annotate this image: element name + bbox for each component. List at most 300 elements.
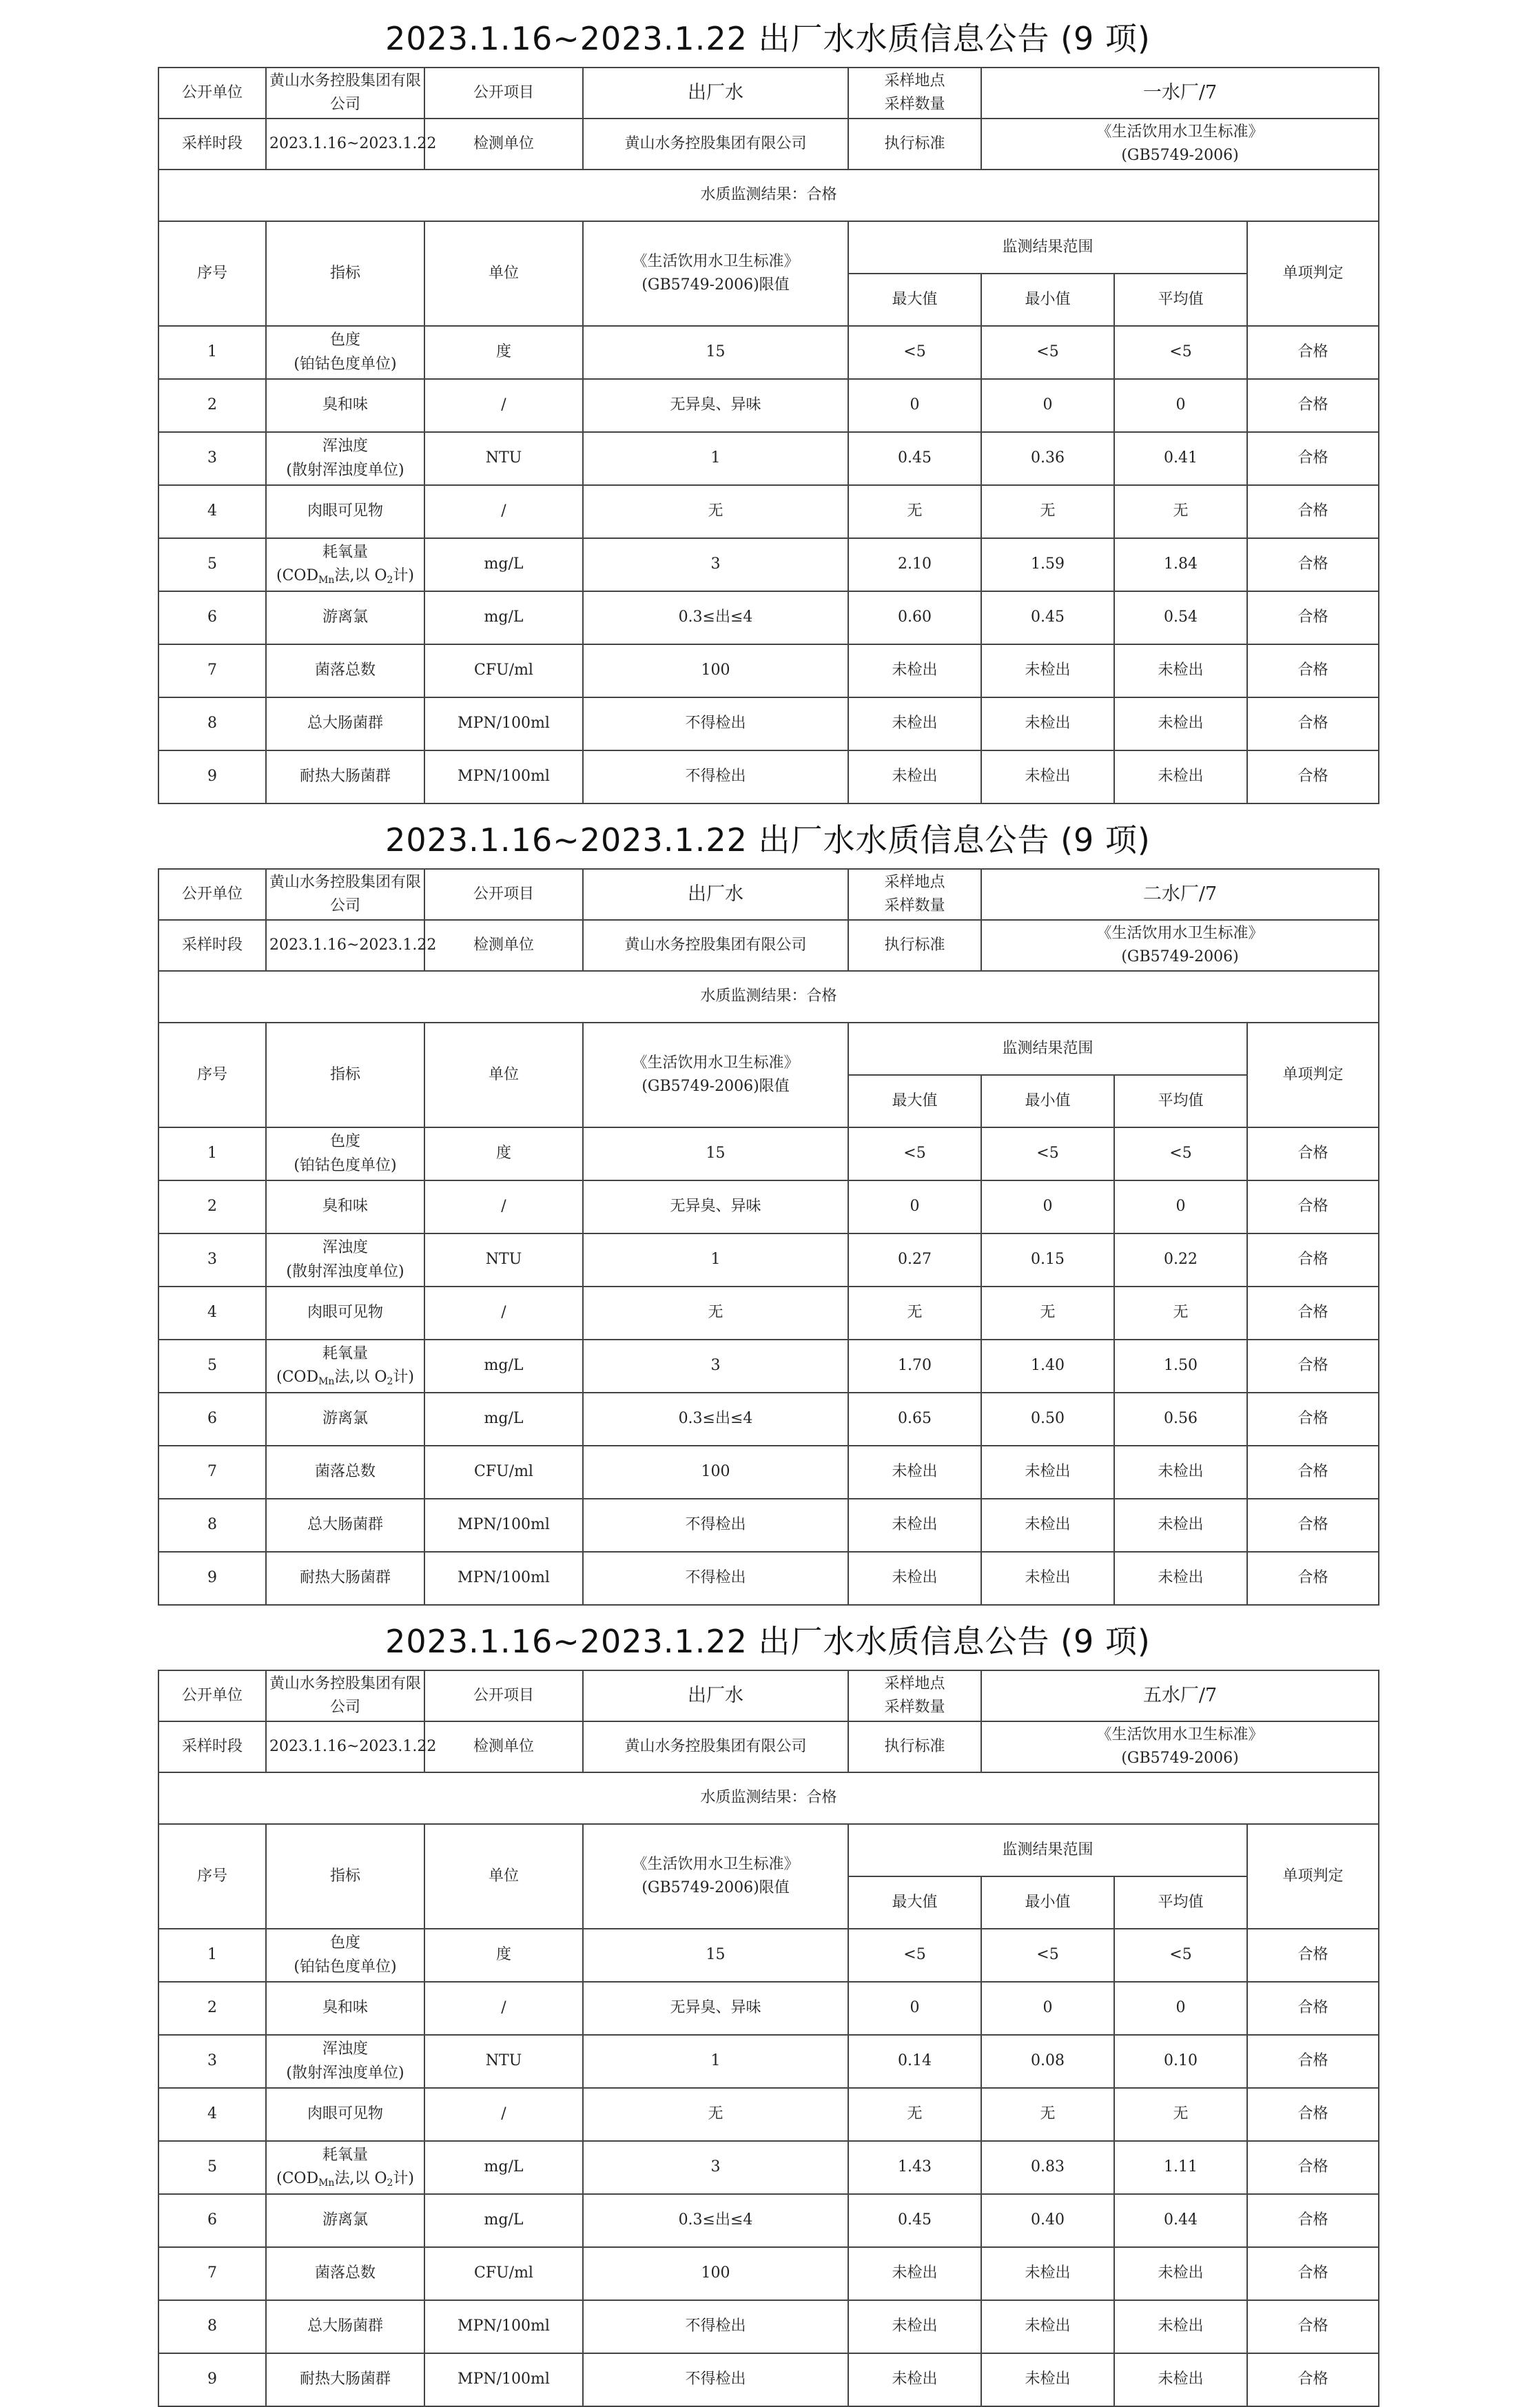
min-cell: 0.08 xyxy=(981,2035,1114,2088)
min-cell: <5 xyxy=(981,1929,1114,1982)
indicator-sublabel xyxy=(269,564,421,588)
publisher-value: 黄山水务控股集团有限公司 xyxy=(266,68,424,119)
unit-cell: MPN/100ml xyxy=(424,2353,583,2406)
period-label: 采样时段 xyxy=(158,119,266,170)
limit-cell: 0.3≤出≤4 xyxy=(583,1393,848,1446)
limit-cell: 0.3≤出≤4 xyxy=(583,591,848,644)
indicator-name xyxy=(266,485,424,538)
limit-cell: 15 xyxy=(583,1127,848,1180)
publisher-value: 黄山水务控股集团有限公司 xyxy=(266,1670,424,1721)
indicator-name xyxy=(266,697,424,750)
indicator-label: 总大肠菌群 xyxy=(307,715,383,733)
info-row xyxy=(158,920,1379,971)
max-cell: 未检出 xyxy=(848,2353,981,2406)
table-row xyxy=(158,326,1379,379)
report-section xyxy=(158,812,1378,1606)
report-title: 2023.1.16~2023.1.22 出厂水水质信息公告 (9 项) xyxy=(385,1623,1151,1660)
subscript: 2 xyxy=(387,2178,393,2189)
min-cell: 1.40 xyxy=(981,1340,1114,1393)
judgement-cell: 合格 xyxy=(1247,538,1379,591)
table-row xyxy=(158,379,1379,432)
limit-header: 《生活饮用水卫生标准》 (GB5749-2006)限值 xyxy=(583,221,848,326)
indicator-label: 游离氯 xyxy=(322,608,368,626)
avg-cell: 0 xyxy=(1114,1982,1247,2035)
unit-cell: mg/L xyxy=(424,538,583,591)
indicator-label: 总大肠菌群 xyxy=(307,2317,383,2335)
max-cell: <5 xyxy=(848,1929,981,1982)
limit-cell: 不得检出 xyxy=(583,1552,848,1605)
indicator-name xyxy=(266,644,424,697)
avg-cell: 0.22 xyxy=(1114,1233,1247,1287)
max-header: 最大值 xyxy=(848,1876,981,1929)
max-cell: 0 xyxy=(848,1180,981,1233)
limit-cell: 无 xyxy=(583,485,848,538)
indicator-name xyxy=(266,326,424,379)
min-cell: <5 xyxy=(981,326,1114,379)
table-row xyxy=(158,1929,1379,1982)
indicator-name xyxy=(266,2088,424,2141)
location-value: 一水厂/7 xyxy=(981,68,1379,119)
max-cell: 未检出 xyxy=(848,2247,981,2300)
judgement-cell: 合格 xyxy=(1247,1552,1379,1605)
avg-header: 平均值 xyxy=(1114,274,1247,326)
min-cell: <5 xyxy=(981,1127,1114,1180)
indicator-name xyxy=(266,1982,424,2035)
range-header: 监测结果范围 xyxy=(848,1023,1247,1075)
limit-cell: 1 xyxy=(583,1233,848,1287)
limit-cell: 不得检出 xyxy=(583,1499,848,1552)
judgement-cell: 合格 xyxy=(1247,2194,1379,2247)
indicator-sublabel: (散射浑浊度单位) xyxy=(286,1262,404,1280)
unit-cell: CFU/ml xyxy=(424,1446,583,1499)
min-cell: 0.15 xyxy=(981,1233,1114,1287)
table-row xyxy=(158,485,1379,538)
min-cell: 无 xyxy=(981,2088,1114,2141)
indicator-label: 耐热大肠菌群 xyxy=(299,2370,391,2388)
max-cell: 2.10 xyxy=(848,538,981,591)
max-cell: 0 xyxy=(848,379,981,432)
unit-cell: mg/L xyxy=(424,2141,583,2194)
unit-cell: / xyxy=(424,1287,583,1340)
table-row xyxy=(158,2088,1379,2141)
judgement-cell: 合格 xyxy=(1247,485,1379,538)
min-cell: 0.50 xyxy=(981,1393,1114,1446)
item-value: 出厂水 xyxy=(583,869,848,920)
location-count-label: 采样地点 采样数量 xyxy=(848,68,981,119)
table-row xyxy=(158,538,1379,591)
sublabel-part: (COD xyxy=(276,1369,319,1386)
row-number: 6 xyxy=(158,1393,266,1446)
judgement-cell: 合格 xyxy=(1247,2353,1379,2406)
unit-cell: / xyxy=(424,379,583,432)
summary-text: 水质监测结果：合格 xyxy=(158,971,1379,1023)
indicator-name xyxy=(266,538,424,591)
lab-value: 黄山水务控股集团有限公司 xyxy=(583,119,848,170)
indicator-sublabel xyxy=(269,1366,421,1390)
table-row xyxy=(158,1233,1379,1287)
min-cell: 无 xyxy=(981,485,1114,538)
row-number: 9 xyxy=(158,1552,266,1605)
location-count-label: 采样地点 采样数量 xyxy=(848,1670,981,1721)
avg-cell: 0.44 xyxy=(1114,2194,1247,2247)
table-row xyxy=(158,2353,1379,2406)
row-number: 2 xyxy=(158,379,266,432)
row-number: 4 xyxy=(158,2088,266,2141)
unit-cell: 度 xyxy=(424,1929,583,1982)
judgement-cell: 合格 xyxy=(1247,1233,1379,1287)
min-cell: 0 xyxy=(981,1982,1114,2035)
info-row xyxy=(158,68,1379,119)
table-row xyxy=(158,644,1379,697)
avg-cell: 0.56 xyxy=(1114,1393,1247,1446)
subscript: Mn xyxy=(318,575,335,586)
unit-cell: 度 xyxy=(424,326,583,379)
seq-header: 序号 xyxy=(158,1023,266,1127)
judgement-cell: 合格 xyxy=(1247,1446,1379,1499)
max-cell: 未检出 xyxy=(848,644,981,697)
min-header: 最小值 xyxy=(981,274,1114,326)
unit-header: 单位 xyxy=(424,221,583,326)
max-cell: 1.70 xyxy=(848,1340,981,1393)
standard-value: 《生活饮用水卫生标准》 (GB5749-2006) xyxy=(981,119,1379,170)
period-label: 采样时段 xyxy=(158,1721,266,1772)
info-row xyxy=(158,869,1379,920)
info-row xyxy=(158,1670,1379,1721)
indicator-name xyxy=(266,750,424,803)
limit-cell: 3 xyxy=(583,538,848,591)
indicator-name xyxy=(266,1233,424,1287)
indicator-sublabel: (铂钴色度单位) xyxy=(294,1156,397,1174)
lab-value: 黄山水务控股集团有限公司 xyxy=(583,920,848,971)
judgement-cell: 合格 xyxy=(1247,1340,1379,1393)
limit-cell: 无异臭、异味 xyxy=(583,379,848,432)
row-number: 7 xyxy=(158,2247,266,2300)
publisher-label: 公开单位 xyxy=(158,1670,266,1721)
row-number: 2 xyxy=(158,1982,266,2035)
judgement-cell: 合格 xyxy=(1247,1287,1379,1340)
location-count-label: 采样地点 采样数量 xyxy=(848,869,981,920)
column-header-row xyxy=(158,221,1379,274)
indicator-name xyxy=(266,2353,424,2406)
limit-cell: 100 xyxy=(583,1446,848,1499)
indicator-label: 游离氯 xyxy=(322,2211,368,2229)
period-value: 2023.1.16~2023.1.22 xyxy=(266,1721,424,1772)
judgement-cell: 合格 xyxy=(1247,432,1379,485)
unit-header: 单位 xyxy=(424,1824,583,1929)
unit-cell: NTU xyxy=(424,432,583,485)
table-row xyxy=(158,1393,1379,1446)
table-row xyxy=(158,1446,1379,1499)
report-section xyxy=(158,10,1378,804)
avg-cell: 未检出 xyxy=(1114,2300,1247,2353)
unit-cell: / xyxy=(424,1982,583,2035)
indicator-sublabel: (散射浑浊度单位) xyxy=(286,2064,404,2082)
standard-value: 《生活饮用水卫生标准》 (GB5749-2006) xyxy=(981,1721,1379,1772)
sublabel-part: (COD xyxy=(276,2170,319,2188)
indicator-sublabel: (铂钴色度单位) xyxy=(294,355,397,373)
standard-label: 执行标准 xyxy=(848,119,981,170)
avg-header: 平均值 xyxy=(1114,1075,1247,1127)
unit-cell: 度 xyxy=(424,1127,583,1180)
indicator-name xyxy=(266,1180,424,1233)
min-cell: 无 xyxy=(981,1287,1114,1340)
min-header: 最小值 xyxy=(981,1075,1114,1127)
row-number: 9 xyxy=(158,750,266,803)
indicator-label: 色度 xyxy=(329,1133,360,1151)
min-cell: 未检出 xyxy=(981,1446,1114,1499)
indicator-name xyxy=(266,1393,424,1446)
indicator-label: 臭和味 xyxy=(322,396,368,414)
indicator-sublabel: (铂钴色度单位) xyxy=(294,1958,397,1976)
row-number: 8 xyxy=(158,697,266,750)
unit-cell: MPN/100ml xyxy=(424,750,583,803)
min-cell: 未检出 xyxy=(981,2247,1114,2300)
indicator-name xyxy=(266,432,424,485)
max-cell: 未检出 xyxy=(848,750,981,803)
indicator-name xyxy=(266,1340,424,1393)
min-cell: 未检出 xyxy=(981,644,1114,697)
max-cell: 0 xyxy=(848,1982,981,2035)
unit-cell: CFU/ml xyxy=(424,2247,583,2300)
unit-cell: MPN/100ml xyxy=(424,1499,583,1552)
subscript: Mn xyxy=(318,2178,335,2189)
seq-header: 序号 xyxy=(158,1824,266,1929)
row-number: 3 xyxy=(158,432,266,485)
min-cell: 未检出 xyxy=(981,1499,1114,1552)
item-value: 出厂水 xyxy=(583,1670,848,1721)
avg-cell: 未检出 xyxy=(1114,2353,1247,2406)
indicator-name xyxy=(266,591,424,644)
unit-header: 单位 xyxy=(424,1023,583,1127)
avg-cell: 0.54 xyxy=(1114,591,1247,644)
row-number: 4 xyxy=(158,1287,266,1340)
row-number: 1 xyxy=(158,326,266,379)
indicator-label: 菌落总数 xyxy=(314,1463,376,1481)
indicator-label: 总大肠菌群 xyxy=(307,1516,383,1534)
avg-cell: 未检出 xyxy=(1114,750,1247,803)
indicator-header: 指标 xyxy=(266,1824,424,1929)
table-row xyxy=(158,1552,1379,1605)
judgement-cell: 合格 xyxy=(1247,750,1379,803)
max-cell: 未检出 xyxy=(848,1552,981,1605)
subscript: 2 xyxy=(387,575,393,586)
lab-label: 检测单位 xyxy=(424,920,583,971)
report-section xyxy=(158,1613,1378,2407)
unit-cell: NTU xyxy=(424,2035,583,2088)
lab-value: 黄山水务控股集团有限公司 xyxy=(583,1721,848,1772)
indicator-name xyxy=(266,379,424,432)
water-quality-table xyxy=(158,1670,1379,2407)
max-cell: 未检出 xyxy=(848,1499,981,1552)
summary-row xyxy=(158,1772,1379,1824)
row-number: 6 xyxy=(158,2194,266,2247)
min-cell: 未检出 xyxy=(981,697,1114,750)
row-number: 6 xyxy=(158,591,266,644)
summary-text: 水质监测结果：合格 xyxy=(158,1772,1379,1824)
avg-cell: 0 xyxy=(1114,1180,1247,1233)
min-cell: 0.40 xyxy=(981,2194,1114,2247)
row-number: 3 xyxy=(158,1233,266,1287)
indicator-name xyxy=(266,1287,424,1340)
period-value: 2023.1.16~2023.1.22 xyxy=(266,920,424,971)
range-header: 监测结果范围 xyxy=(848,1824,1247,1876)
row-number: 2 xyxy=(158,1180,266,1233)
avg-cell: <5 xyxy=(1114,326,1247,379)
indicator-label: 耗氧量 xyxy=(322,1345,368,1363)
limit-cell: 100 xyxy=(583,2247,848,2300)
min-cell: 0.45 xyxy=(981,591,1114,644)
indicator-name xyxy=(266,2300,424,2353)
summary-row xyxy=(158,170,1379,221)
sublabel-part: 计) xyxy=(393,1369,414,1386)
info-row xyxy=(158,1721,1379,1772)
judgement-cell: 合格 xyxy=(1247,1127,1379,1180)
row-number: 4 xyxy=(158,485,266,538)
min-cell: 未检出 xyxy=(981,2353,1114,2406)
avg-cell: <5 xyxy=(1114,1929,1247,1982)
max-cell: 无 xyxy=(848,485,981,538)
judgement-cell: 合格 xyxy=(1247,1982,1379,2035)
table-row xyxy=(158,1287,1379,1340)
min-header: 最小值 xyxy=(981,1876,1114,1929)
limit-header: 《生活饮用水卫生标准》 (GB5749-2006)限值 xyxy=(583,1824,848,1929)
table-row xyxy=(158,750,1379,803)
indicator-name xyxy=(266,1499,424,1552)
report-title: 2023.1.16~2023.1.22 出厂水水质信息公告 (9 项) xyxy=(385,821,1151,859)
avg-cell: 未检出 xyxy=(1114,2247,1247,2300)
report-title: 2023.1.16~2023.1.22 出厂水水质信息公告 (9 项) xyxy=(385,20,1151,57)
item-label: 公开项目 xyxy=(424,869,583,920)
unit-cell: mg/L xyxy=(424,1340,583,1393)
row-number: 7 xyxy=(158,1446,266,1499)
limit-cell: 无 xyxy=(583,1287,848,1340)
max-cell: 1.43 xyxy=(848,2141,981,2194)
indicator-label: 浑浊度 xyxy=(322,2040,368,2058)
row-number: 1 xyxy=(158,1127,266,1180)
indicator-sublabel: (散射浑浊度单位) xyxy=(286,461,404,479)
max-header: 最大值 xyxy=(848,1075,981,1127)
max-cell: <5 xyxy=(848,1127,981,1180)
limit-cell: 100 xyxy=(583,644,848,697)
table-row xyxy=(158,1180,1379,1233)
indicator-header: 指标 xyxy=(266,221,424,326)
limit-cell: 不得检出 xyxy=(583,750,848,803)
unit-cell: mg/L xyxy=(424,1393,583,1446)
unit-cell: MPN/100ml xyxy=(424,1552,583,1605)
table-row xyxy=(158,2247,1379,2300)
max-cell: 未检出 xyxy=(848,2300,981,2353)
limit-header: 《生活饮用水卫生标准》 (GB5749-2006)限值 xyxy=(583,1023,848,1127)
min-cell: 1.59 xyxy=(981,538,1114,591)
publisher-value: 黄山水务控股集团有限公司 xyxy=(266,869,424,920)
max-cell: 0.27 xyxy=(848,1233,981,1287)
indicator-label: 肉眼可见物 xyxy=(307,502,383,520)
indicator-label: 菌落总数 xyxy=(314,662,376,679)
judgement-cell: 合格 xyxy=(1247,2300,1379,2353)
seq-header: 序号 xyxy=(158,221,266,326)
row-number: 9 xyxy=(158,2353,266,2406)
indicator-sublabel xyxy=(269,2167,421,2191)
indicator-label: 耐热大肠菌群 xyxy=(299,768,391,786)
unit-cell: mg/L xyxy=(424,591,583,644)
period-value: 2023.1.16~2023.1.22 xyxy=(266,119,424,170)
max-cell: 0.65 xyxy=(848,1393,981,1446)
publisher-label: 公开单位 xyxy=(158,68,266,119)
location-value: 五水厂/7 xyxy=(981,1670,1379,1721)
indicator-label: 耗氧量 xyxy=(322,2147,368,2164)
min-cell: 0 xyxy=(981,1180,1114,1233)
avg-cell: 1.50 xyxy=(1114,1340,1247,1393)
limit-cell: 1 xyxy=(583,2035,848,2088)
max-cell: <5 xyxy=(848,326,981,379)
standard-label: 执行标准 xyxy=(848,1721,981,1772)
max-cell: 0.14 xyxy=(848,2035,981,2088)
subscript: 2 xyxy=(387,1376,393,1388)
indicator-label: 色度 xyxy=(329,331,360,349)
limit-cell: 1 xyxy=(583,432,848,485)
summary-text: 水质监测结果：合格 xyxy=(158,170,1379,221)
indicator-name xyxy=(266,1552,424,1605)
limit-cell: 无异臭、异味 xyxy=(583,1180,848,1233)
summary-row xyxy=(158,971,1379,1023)
indicator-label: 耐热大肠菌群 xyxy=(299,1569,391,1587)
avg-cell: 未检出 xyxy=(1114,1446,1247,1499)
avg-cell: 0.10 xyxy=(1114,2035,1247,2088)
limit-cell: 15 xyxy=(583,1929,848,1982)
judgement-cell: 合格 xyxy=(1247,1929,1379,1982)
min-cell: 未检出 xyxy=(981,1552,1114,1605)
judgement-cell: 合格 xyxy=(1247,1393,1379,1446)
unit-cell: / xyxy=(424,2088,583,2141)
column-header-row xyxy=(158,1824,1379,1876)
range-header: 监测结果范围 xyxy=(848,221,1247,274)
table-row xyxy=(158,1982,1379,2035)
judgement-cell: 合格 xyxy=(1247,2088,1379,2141)
table-row xyxy=(158,1127,1379,1180)
row-number: 8 xyxy=(158,2300,266,2353)
sublabel-part: 法,以 O xyxy=(334,2170,387,2188)
max-cell: 0.45 xyxy=(848,2194,981,2247)
indicator-name xyxy=(266,1446,424,1499)
table-row xyxy=(158,2300,1379,2353)
indicator-label: 浑浊度 xyxy=(322,438,368,455)
indicator-name xyxy=(266,2247,424,2300)
indicator-label: 菌落总数 xyxy=(314,2264,376,2282)
max-header: 最大值 xyxy=(848,274,981,326)
limit-cell: 无异臭、异味 xyxy=(583,1982,848,2035)
water-quality-table xyxy=(158,868,1379,1606)
avg-cell: 1.84 xyxy=(1114,538,1247,591)
indicator-label: 色度 xyxy=(329,1934,360,1952)
max-cell: 未检出 xyxy=(848,697,981,750)
unit-cell: mg/L xyxy=(424,2194,583,2247)
indicator-name xyxy=(266,2141,424,2194)
judgement-cell: 合格 xyxy=(1247,1499,1379,1552)
info-row xyxy=(158,119,1379,170)
indicator-name xyxy=(266,1127,424,1180)
unit-cell: MPN/100ml xyxy=(424,697,583,750)
lab-label: 检测单位 xyxy=(424,1721,583,1772)
row-number: 3 xyxy=(158,2035,266,2088)
avg-cell: 未检出 xyxy=(1114,644,1247,697)
table-row xyxy=(158,2194,1379,2247)
row-number: 8 xyxy=(158,1499,266,1552)
avg-header: 平均值 xyxy=(1114,1876,1247,1929)
limit-cell: 15 xyxy=(583,326,848,379)
judgement-cell: 合格 xyxy=(1247,2141,1379,2194)
table-row xyxy=(158,1340,1379,1393)
avg-cell: 未检出 xyxy=(1114,1499,1247,1552)
